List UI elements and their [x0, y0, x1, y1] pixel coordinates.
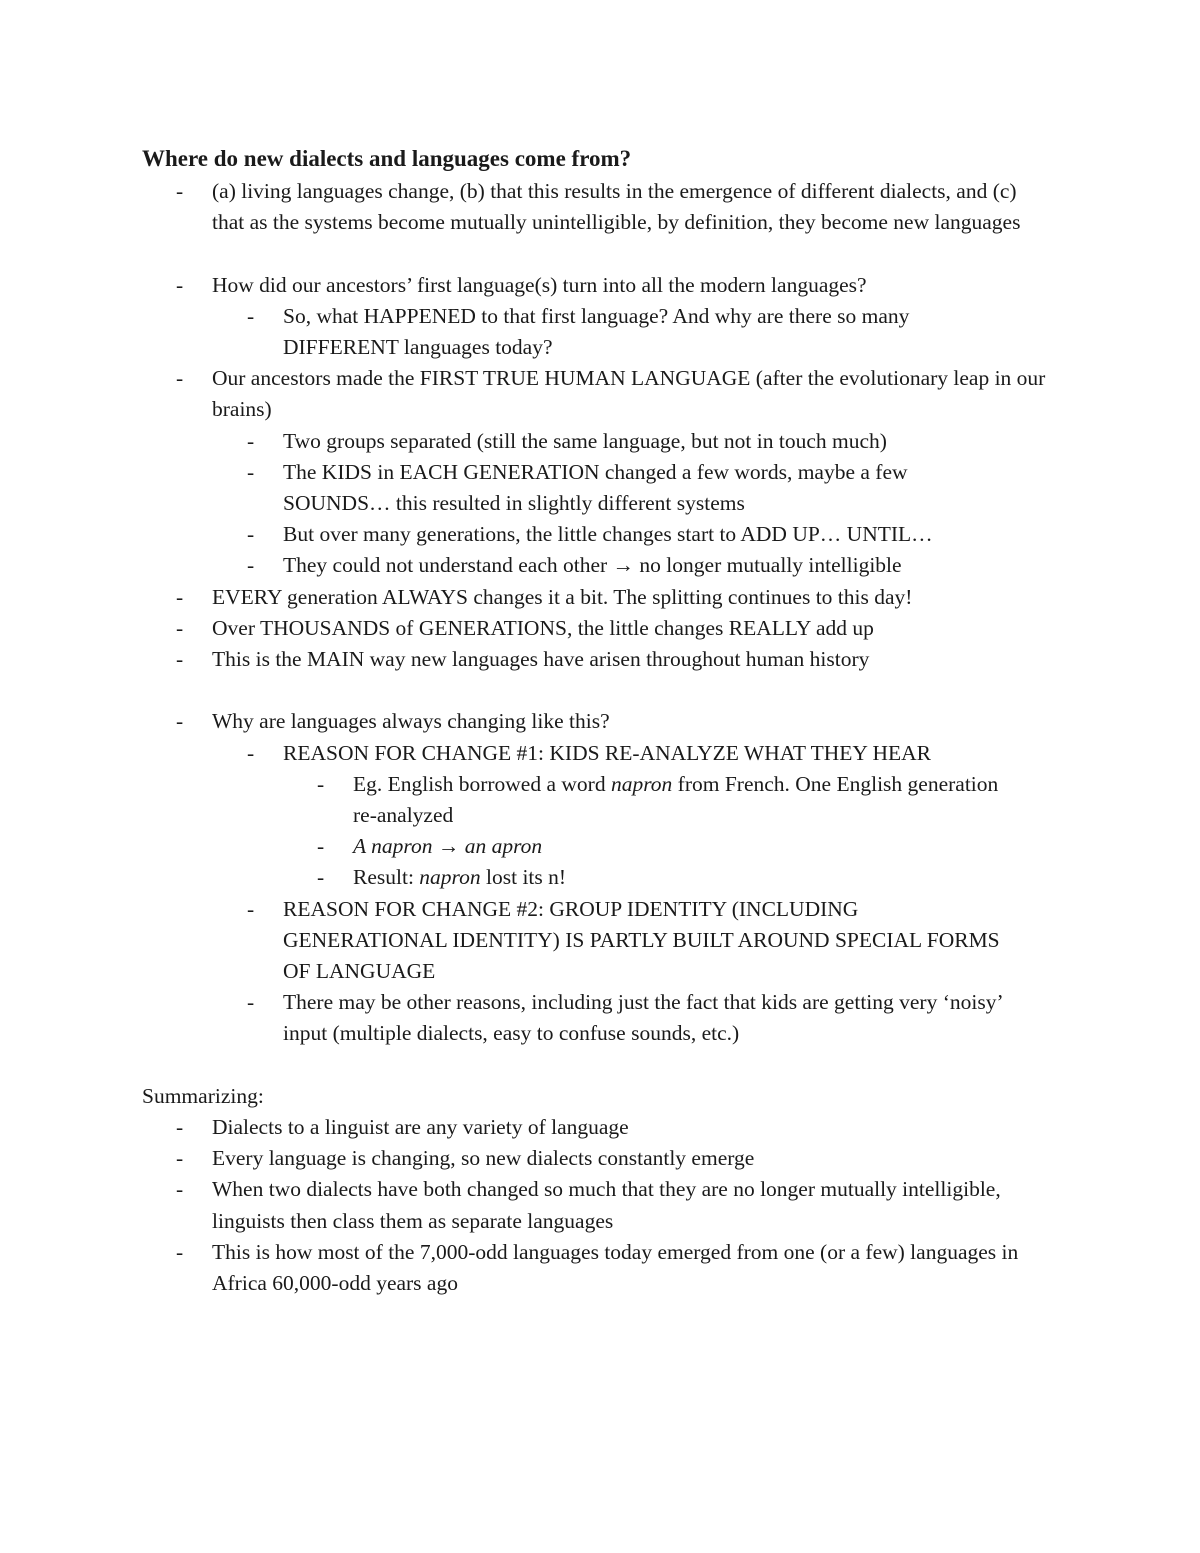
bullet-dash: -	[176, 647, 184, 672]
item-text-suffix: lost its n!	[480, 865, 567, 890]
blank-line	[0, 675, 1200, 706]
list-item	[0, 363, 1200, 425]
item-text-prefix: Eg. English borrowed a word	[353, 771, 611, 796]
list-item	[0, 301, 1200, 363]
blank-line	[0, 238, 1200, 269]
bullet-dash: -	[176, 366, 184, 391]
item-text: REASON FOR CHANGE #1: KIDS RE-ANALYZE WHAT THEY HEAR	[283, 740, 932, 765]
list-item	[0, 1112, 1200, 1143]
bullet-dash: -	[176, 1115, 184, 1140]
blank-line	[0, 1050, 1200, 1081]
bullet-dash: -	[247, 896, 255, 921]
bullet-dash: -	[176, 1177, 184, 1202]
item-text-suffix: from French. One English generation re-analyzed	[353, 771, 999, 828]
list-item	[0, 1174, 1200, 1236]
item-text: How did our ancestors’ first language(s) turn into all the modern languages?	[212, 272, 867, 297]
item-text: This is the MAIN way new languages have arisen throughout human history	[212, 647, 870, 672]
list-item	[0, 862, 1200, 893]
bullet-dash: -	[176, 584, 184, 609]
item-text: EVERY generation ALWAYS changes it a bit. The splitting continues to this day!	[212, 584, 913, 609]
item-text-italic: A napron → an apron	[353, 834, 543, 859]
item-text: The KIDS in EACH GENERATION changed a few words, maybe a few SOUNDS… this resulted in slightly different systems	[283, 459, 908, 516]
bullet-dash: -	[176, 179, 184, 203]
bullet-dash: -	[176, 709, 184, 734]
item-text: Our ancestors made the FIRST TRUE HUMAN LANGUAGE (after the evolutionary leap in our brains)	[212, 366, 1046, 422]
summary-heading: Summarizing:	[142, 1083, 264, 1108]
list-item	[0, 550, 1200, 581]
bullet-dash: -	[176, 1239, 184, 1264]
bullet-dash: -	[176, 1146, 184, 1171]
item-text: REASON FOR CHANGE #2: GROUP IDENTITY (INCLUDING GENERATIONAL IDENTITY) IS PARTLY BUILT AROUND SPECIAL FORMS OF LANGUAGE	[283, 896, 1000, 984]
item-text: Two groups separated (still the same language, but not in touch much)	[283, 428, 887, 453]
item-text-italic: napron	[610, 771, 673, 796]
list-item	[0, 738, 1200, 769]
list-item	[0, 582, 1200, 613]
item-text: Dialects to a linguist are any variety of language	[212, 1115, 629, 1140]
bullet-dash: -	[317, 865, 325, 890]
bullet-dash: -	[317, 834, 325, 859]
bullet-dash: -	[247, 990, 255, 1015]
bullet-dash: -	[176, 272, 184, 297]
list-item	[0, 426, 1200, 457]
list-item	[0, 1237, 1200, 1299]
item-text-prefix: Result:	[353, 865, 420, 890]
list-item	[0, 987, 1200, 1049]
bullet-dash: -	[247, 303, 255, 328]
page-title: Where do new dialects and languages come from?	[142, 146, 632, 171]
list-item	[0, 270, 1200, 301]
item-text: So, what HAPPENED to that first language? And why are there so many DIFFERENT languages today?	[283, 303, 910, 359]
bullet-dash: -	[247, 522, 255, 547]
notes-body	[0, 176, 1200, 1299]
list-item	[0, 176, 1200, 238]
bullet-dash: -	[247, 553, 255, 578]
item-text-italic: napron	[419, 865, 481, 890]
bullet-dash: -	[317, 771, 325, 796]
list-item	[0, 894, 1200, 988]
item-text: But over many generations, the little changes start to ADD UP… UNTIL…	[283, 522, 933, 547]
list-item	[0, 1143, 1200, 1174]
item-text: Over THOUSANDS of GENERATIONS, the little changes REALLY add up	[212, 615, 874, 640]
item-text: When two dialects have both changed so much that they are no longer mutually intelligible, linguists then class them as separate languages	[212, 1177, 1001, 1233]
list-item	[0, 613, 1200, 644]
list-item	[0, 706, 1200, 737]
list-item	[0, 519, 1200, 550]
bullet-dash: -	[247, 428, 255, 453]
list-item	[0, 457, 1200, 519]
item-text: Every language is changing, so new dialects constantly emerge	[212, 1146, 755, 1171]
item-text: Why are languages always changing like this?	[212, 709, 610, 734]
bullet-dash: -	[247, 459, 255, 484]
list-item	[0, 831, 1200, 862]
item-text: (a) living languages change, (b) that this results in the emergence of different dialects, and (c) that as the systems become mutually unintelligible, by definition, they become new languages	[212, 179, 1021, 235]
bullet-dash: -	[176, 615, 184, 640]
item-text: This is how most of the 7,000-odd languages today emerged from one (or a few) languages in Africa 60,000-odd years ago	[212, 1239, 1019, 1296]
item-text: They could not understand each other → no longer mutually intelligible	[283, 553, 902, 578]
list-item	[0, 769, 1200, 831]
list-item	[0, 644, 1200, 675]
item-text: There may be other reasons, including just the fact that kids are getting very ‘noisy’ input (multiple dialects, easy to confuse sounds, etc.)	[283, 990, 1003, 1046]
bullet-dash: -	[247, 740, 255, 765]
